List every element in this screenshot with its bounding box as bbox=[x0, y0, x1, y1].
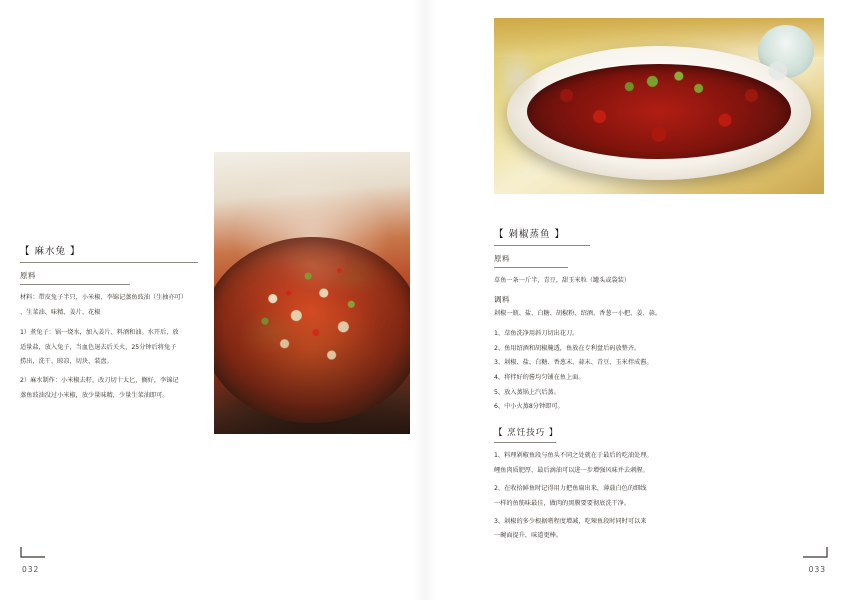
right-line: 剁椒一瓶、盐、白糖、胡椒粉、绍酒、香葱一小把、姜、蒜。 bbox=[494, 310, 662, 318]
right-section-rule-3 bbox=[494, 442, 556, 443]
right-section-rule-0 bbox=[494, 267, 568, 268]
right-section-body-3 bbox=[494, 450, 752, 542]
right-recipe-text bbox=[494, 226, 752, 545]
right-section-heading-0: 原料 bbox=[494, 254, 510, 263]
left-recipe-text bbox=[20, 243, 198, 405]
left-step-line: 蒸鱼豉油没过小米椒，放少量味精，少量生菜油即可。 bbox=[20, 392, 169, 400]
right-tip-line: 1、料理剁椒鱼段与鱼头不同之处就在于最后的吃油处理。 bbox=[494, 452, 653, 460]
right-tip-line: 鲤鱼肉质肥厚，最后滴油可以进一步增强风味并去刺腥。 bbox=[494, 466, 649, 474]
steamed-fish-image bbox=[494, 18, 824, 194]
left-section-rule-0 bbox=[20, 284, 130, 285]
right-step-line: 3、剁椒、盐、白糖、香葱末、蒜末、青豆、玉米拌成酱。 bbox=[494, 359, 653, 367]
chili-garnish bbox=[494, 18, 824, 194]
right-section-body-2 bbox=[494, 328, 752, 413]
left-step-line: 捞出，洗干、晾凉，切块、装盘。 bbox=[20, 358, 113, 366]
right-section-body-1 bbox=[494, 308, 752, 320]
left-dish-title: 【 麻水兔 】 bbox=[20, 246, 81, 257]
right-tip-line: 一样的鱼筋味最佳，做肉的黑膜要要彻底洗干净。 bbox=[494, 499, 631, 507]
right-tip-line: 2、在收拾鲜鱼时记得用力把鱼扁出来，薄载白色的细线 bbox=[494, 484, 647, 492]
right-step-line: 4、将拌好的酱均匀铺在鱼上面。 bbox=[494, 373, 585, 381]
left-line: 材料：带皮兔子半只，小米椒、李锦记蒸鱼豉油（生抽亦可） bbox=[20, 294, 188, 301]
right-tip-line: 一碗面提升，味道更棒。 bbox=[494, 532, 563, 540]
left-section-body-0 bbox=[20, 292, 198, 319]
right-section-body-0 bbox=[494, 275, 752, 287]
right-step-line: 5、放入蒸锅上汽后蒸。 bbox=[494, 388, 560, 396]
right-tip-line: 3、剁椒的多少根据嗜程度增减，吃辣鱼段时同时可以来 bbox=[494, 517, 647, 525]
left-title-rule bbox=[20, 262, 198, 263]
left-line: 、生菜油、味精、姜片、花椒 bbox=[20, 309, 101, 317]
left-section-heading-0: 原料 bbox=[20, 271, 36, 280]
left-page-number: 032 bbox=[22, 565, 40, 574]
right-step-line: 1、草鱼洗净用斜刀切出花刀。 bbox=[494, 330, 579, 338]
left-folio-mark bbox=[20, 546, 46, 558]
right-step-line: 6、中小火蒸8分钟即可。 bbox=[494, 403, 564, 411]
right-page-number: 033 bbox=[808, 565, 826, 574]
right-dish-title: 【 剁椒蒸鱼 】 bbox=[494, 229, 566, 240]
right-line: 草鱼一条一斤半，青豆，甜玉米粒（罐头或袋装） bbox=[494, 277, 631, 284]
left-step-line: 2）麻水制作：小米椒去籽，改刀切十太匕，搁好，李锦记 bbox=[20, 377, 179, 385]
left-section-body-1 bbox=[20, 327, 198, 402]
right-section-heading-1: 调料 bbox=[494, 295, 510, 305]
left-dish-photo bbox=[214, 152, 410, 434]
right-page bbox=[424, 0, 848, 600]
right-dish-photo bbox=[494, 18, 824, 194]
left-step-line: 适量盐，放入兔子，当血色退去后关火，25分钟后将兔子 bbox=[20, 343, 177, 351]
right-folio-mark bbox=[802, 546, 828, 558]
right-title-rule bbox=[494, 245, 590, 246]
right-step-line: 2、鱼用绍酒和胡椒腌透，鱼放在专利盘后码放整齐。 bbox=[494, 344, 641, 352]
left-step-line: 1）煮兔子：锅一烧水，加入姜片、料酒和油。水开后，放 bbox=[20, 329, 179, 337]
shuizhu-dish-image bbox=[214, 152, 410, 434]
right-section-heading-3: 【 烹饪技巧 】 bbox=[494, 428, 559, 439]
